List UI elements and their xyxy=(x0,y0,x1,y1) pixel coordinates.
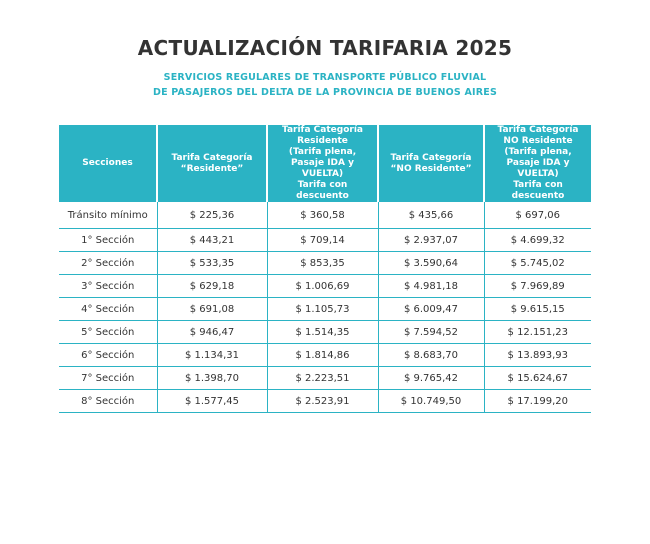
fare-cell: $ 4.699,32 xyxy=(484,229,591,252)
section-name-cell: 7° Sección xyxy=(59,367,157,390)
header-row xyxy=(59,125,591,202)
section-name-cell: 1° Sección xyxy=(59,229,157,252)
table-row xyxy=(59,229,591,252)
header-residente-ida-vuelta: Tarifa Categoría Residente (Tarifa plena, Pasaje IDA y VUELTA) Tarifa con descuento xyxy=(267,125,378,202)
fare-cell: $ 2.223,51 xyxy=(267,367,378,390)
fare-cell: $ 443,21 xyxy=(157,229,267,252)
fare-cell: $ 7.969,89 xyxy=(484,275,591,298)
fare-cell: $ 1.006,69 xyxy=(267,275,378,298)
fare-cell: $ 853,35 xyxy=(267,252,378,275)
fare-cell: $ 946,47 xyxy=(157,321,267,344)
tariff-table-body xyxy=(59,202,591,413)
fare-cell: $ 2.937,07 xyxy=(378,229,484,252)
fare-cell: $ 17.199,20 xyxy=(484,390,591,413)
tariff-table xyxy=(59,125,591,413)
fare-cell: $ 7.594,52 xyxy=(378,321,484,344)
fare-cell: $ 225,36 xyxy=(157,202,267,229)
fare-cell: $ 5.745,02 xyxy=(484,252,591,275)
section-name-cell: 2° Sección xyxy=(59,252,157,275)
fare-cell: $ 15.624,67 xyxy=(484,367,591,390)
fare-cell: $ 709,14 xyxy=(267,229,378,252)
table-row xyxy=(59,202,591,229)
section-name-cell: Tránsito mínimo xyxy=(59,202,157,229)
table-row xyxy=(59,275,591,298)
fare-cell: $ 12.151,23 xyxy=(484,321,591,344)
fare-cell: $ 1.134,31 xyxy=(157,344,267,367)
section-name-cell: 5° Sección xyxy=(59,321,157,344)
fare-cell: $ 13.893,93 xyxy=(484,344,591,367)
fare-cell: $ 1.577,45 xyxy=(157,390,267,413)
header-residente: Tarifa Categoría “Residente” xyxy=(157,125,267,202)
fare-cell: $ 2.523,91 xyxy=(267,390,378,413)
header-no-residente: Tarifa Categoría “NO Residente” xyxy=(378,125,484,202)
fare-cell: $ 6.009,47 xyxy=(378,298,484,321)
fare-cell: $ 629,18 xyxy=(157,275,267,298)
section-name-cell: 4° Sección xyxy=(59,298,157,321)
section-name-cell: 3° Sección xyxy=(59,275,157,298)
fare-cell: $ 691,08 xyxy=(157,298,267,321)
header-secciones: Secciones xyxy=(59,125,157,202)
header-no-residente-ida-vuelta: Tarifa Categoría NO Residente (Tarifa plena, Pasaje IDA y VUELTA) Tarifa con descuento xyxy=(484,125,591,202)
fare-cell: $ 8.683,70 xyxy=(378,344,484,367)
fare-cell: $ 9.615,15 xyxy=(484,298,591,321)
fare-cell: $ 360,58 xyxy=(267,202,378,229)
fare-cell: $ 3.590,64 xyxy=(378,252,484,275)
section-name-cell: 8° Sección xyxy=(59,390,157,413)
section-name-cell: 6° Sección xyxy=(59,344,157,367)
table-row xyxy=(59,252,591,275)
table-row xyxy=(59,390,591,413)
fare-cell: $ 1.514,35 xyxy=(267,321,378,344)
fare-cell: $ 1.398,70 xyxy=(157,367,267,390)
table-row xyxy=(59,344,591,367)
fare-cell: $ 1.814,86 xyxy=(267,344,378,367)
subtitle-line-1: SERVICIOS REGULARES DE TRANSPORTE PÚBLICO FLUVIAL xyxy=(163,72,487,83)
table-row xyxy=(59,321,591,344)
fare-cell: $ 4.981,18 xyxy=(378,275,484,298)
table-row xyxy=(59,298,591,321)
subtitle-line-2: DE PASAJEROS DEL DELTA DE LA PROVINCIA DE BUENOS AIRES xyxy=(152,87,497,98)
fare-cell: $ 9.765,42 xyxy=(378,367,484,390)
fare-cell: $ 533,35 xyxy=(157,252,267,275)
fare-cell: $ 1.105,73 xyxy=(267,298,378,321)
fare-cell: $ 697,06 xyxy=(484,202,591,229)
table-row xyxy=(59,367,591,390)
page-title: ACTUALIZACIÓN TARIFARIA 2025 xyxy=(137,36,513,60)
tariff-table-header xyxy=(59,125,591,202)
fare-cell: $ 435,66 xyxy=(378,202,484,229)
fare-cell: $ 10.749,50 xyxy=(378,390,484,413)
